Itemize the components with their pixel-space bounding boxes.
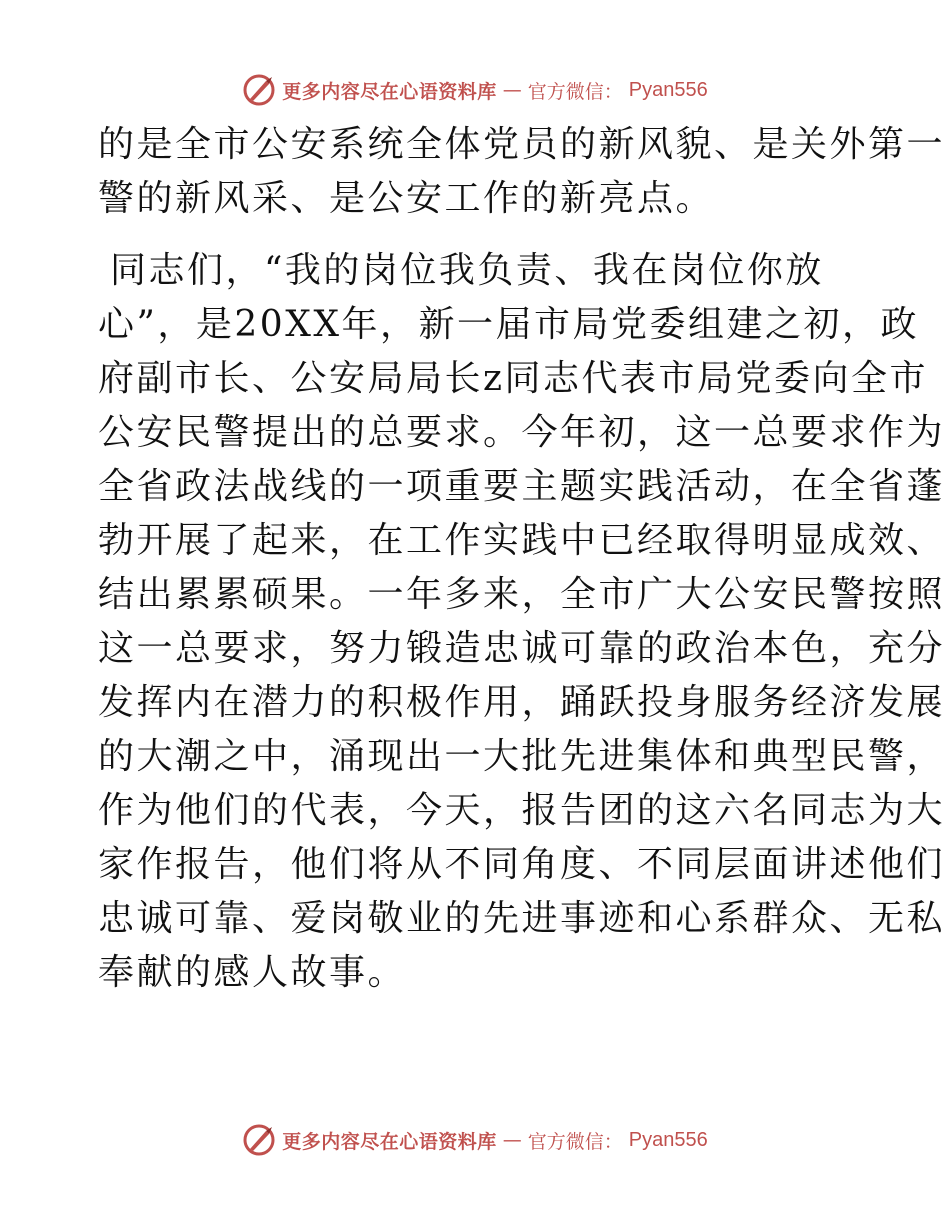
text-line: 心”，是20XX年，新一届市局党委组建之初，政 bbox=[98, 304, 919, 345]
text-line: 这一总要求，努力锻造忠诚可靠的政治本色，充分 bbox=[98, 628, 946, 669]
text-line: 发挥内在潜力的积极作用，踊跃投身服务经济发展 bbox=[98, 682, 946, 723]
watermark-account: Pyan556 bbox=[628, 1128, 708, 1151]
quill-logo-icon bbox=[242, 1123, 276, 1157]
paragraph bbox=[98, 118, 946, 226]
watermark-label: 官方微信： bbox=[527, 80, 623, 103]
watermark-account: Pyan556 bbox=[628, 78, 708, 101]
quill-logo-icon bbox=[242, 73, 276, 107]
watermark-dash: — bbox=[502, 79, 522, 101]
text-line: 警的新风采、是公安工作的新亮点。 bbox=[98, 178, 715, 219]
watermark-dash: — bbox=[502, 1129, 522, 1151]
text-line: 结出累累硕果。一年多来，全市广大公安民警按照 bbox=[98, 574, 946, 615]
text-line: 家作报告，他们将从不同角度、不同层面讲述他们 bbox=[98, 844, 946, 885]
text-line: 全省政法战线的一项重要主题实践活动，在全省蓬 bbox=[98, 466, 946, 507]
text-line: 勃开展了起来，在工作实践中已经取得明显成效、 bbox=[98, 520, 946, 561]
watermark-brand: 更多内容尽在心语资料库 bbox=[282, 1130, 497, 1153]
paragraph bbox=[98, 244, 946, 1000]
footer-watermark bbox=[0, 1120, 950, 1160]
text-line: 忠诚可靠、爱岗敬业的先进事迹和心系群众、无私 bbox=[98, 898, 946, 939]
text-line: 的是全市公安系统全体党员的新风貌、是关外第一 bbox=[98, 124, 946, 165]
document-body bbox=[98, 118, 946, 1000]
watermark-brand: 更多内容尽在心语资料库 bbox=[282, 80, 497, 103]
text-line: 的大潮之中，涌现出一大批先进集体和典型民警， bbox=[98, 736, 946, 777]
header-watermark bbox=[0, 70, 950, 110]
watermark-label: 官方微信： bbox=[527, 1130, 623, 1153]
text-line: 奉献的感人故事。 bbox=[98, 952, 407, 993]
text-line: 府副市长、公安局局长z同志代表市局党委向全市 bbox=[98, 358, 928, 399]
text-line: 公安民警提出的总要求。今年初，这一总要求作为 bbox=[98, 412, 946, 453]
text-line: 同志们，“我的岗位我负责、我在岗位你放 bbox=[110, 250, 824, 291]
text-line: 作为他们的代表，今天，报告团的这六名同志为大 bbox=[98, 790, 946, 831]
